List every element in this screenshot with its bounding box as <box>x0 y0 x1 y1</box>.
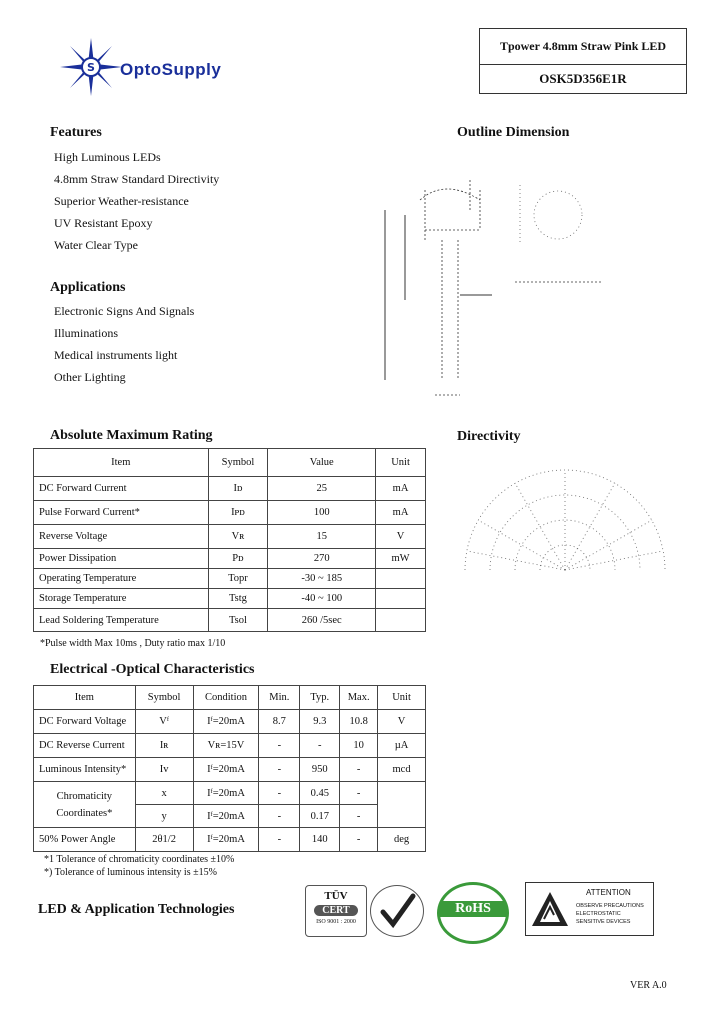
table-row <box>34 477 426 501</box>
cell-unit <box>376 589 426 609</box>
cell-value: 25 <box>268 477 376 501</box>
cell-min: - <box>259 758 300 782</box>
cell-max: - <box>340 782 378 805</box>
attention-title: ATTENTION <box>586 888 631 897</box>
applications-list <box>54 300 194 388</box>
cell-condition: Iᶠ=20mA <box>193 758 259 782</box>
abs-max-table <box>33 448 426 632</box>
header-condition: Condition <box>193 686 259 710</box>
cell-item: Lead Soldering Temperature <box>34 609 209 632</box>
table-row <box>34 710 426 734</box>
cell-symbol: Tstg <box>208 589 268 609</box>
brand-name: OptoSupply <box>120 60 222 79</box>
cell-unit: mcd <box>378 758 426 782</box>
cell-item: DC Reverse Current <box>34 734 136 758</box>
features-list <box>54 146 219 256</box>
chromaticity-label-1: Chromaticity <box>56 790 113 802</box>
cell-item: Luminous Intensity* <box>34 758 136 782</box>
cell-unit: mW <box>376 549 426 569</box>
cell-item: Pulse Forward Current* <box>34 501 209 525</box>
cell-unit: mA <box>376 477 426 501</box>
cell-symbol: Tsol <box>208 609 268 632</box>
cell-typ: 950 <box>300 758 340 782</box>
header-symbol: Symbol <box>135 686 193 710</box>
product-title: Tpower 4.8mm Straw Pink LED <box>480 29 686 65</box>
esd-attention-box <box>525 882 654 936</box>
cell-max: 10 <box>340 734 378 758</box>
cell-value: 260 /5sec <box>268 609 376 632</box>
attention-line: SENSITIVE DEVICES <box>576 919 631 925</box>
eo-note-2: *) Tolerance of luminous intensity is ±15% <box>44 867 217 878</box>
feature-item: 4.8mm Straw Standard Directivity <box>54 172 220 186</box>
header-symbol: Symbol <box>208 449 268 477</box>
feature-item: UV Resistant Epoxy <box>54 216 153 230</box>
cell-value: 270 <box>268 549 376 569</box>
rohs-badge <box>437 882 509 944</box>
cell-condition: Iᶠ=20mA <box>193 710 259 734</box>
cell-symbol: Vᶠ <box>135 710 193 734</box>
cell-typ: 0.45 <box>300 782 340 805</box>
cell-item: Operating Temperature <box>34 569 209 589</box>
rohs-label: RoHS <box>440 901 506 917</box>
feature-item: High Luminous LEDs <box>54 150 161 164</box>
cell-min: - <box>259 828 300 852</box>
cell-condition: Iᶠ=20mA <box>193 805 259 828</box>
abs-max-title: Absolute Maximum Rating <box>50 428 213 443</box>
cell-min: - <box>259 805 300 828</box>
cell-unit: mA <box>376 501 426 525</box>
brand-logo <box>58 36 278 98</box>
cell-unit <box>376 569 426 589</box>
company-name: LED & Application Technologies <box>38 902 235 917</box>
cell-max: - <box>340 758 378 782</box>
version-label: VER A.0 <box>630 980 667 991</box>
header-typ: Typ. <box>300 686 340 710</box>
table-row <box>34 501 426 525</box>
cell-value: 15 <box>268 525 376 549</box>
table-header-row <box>34 686 426 710</box>
iso-label: ISO 9001 : 2000 <box>316 919 356 925</box>
cell-symbol: Iᴅ <box>208 477 268 501</box>
header-value: Value <box>268 449 376 477</box>
table-row <box>34 758 426 782</box>
cell-max: - <box>340 805 378 828</box>
attention-line: ELECTROSTATIC <box>576 911 621 917</box>
feature-item: Water Clear Type <box>54 238 138 252</box>
cell-item: DC Forward Voltage <box>34 710 136 734</box>
table-row <box>34 828 426 852</box>
cell-min: - <box>259 782 300 805</box>
cell-max: 10.8 <box>340 710 378 734</box>
cell-condition: Iᶠ=20mA <box>193 782 259 805</box>
cell-unit: µA <box>378 734 426 758</box>
quality-badge <box>370 885 424 937</box>
directivity-title: Directivity <box>457 429 521 444</box>
cell-typ: 140 <box>300 828 340 852</box>
header-item: Item <box>34 686 136 710</box>
svg-text:S: S <box>87 61 95 74</box>
table-row <box>34 569 426 589</box>
applications-title: Applications <box>50 280 126 295</box>
cell-item: Storage Temperature <box>34 589 209 609</box>
cell-typ: 0.17 <box>300 805 340 828</box>
table-row <box>34 782 426 805</box>
tuv-label: TÜV <box>324 890 348 902</box>
eo-table <box>33 685 426 852</box>
title-box <box>479 28 687 94</box>
header-unit: Unit <box>378 686 426 710</box>
cell-symbol: Iʀ <box>135 734 193 758</box>
eo-note-1: *1 Tolerance of chromaticity coordinates ±10% <box>44 854 235 865</box>
application-item: Medical instruments light <box>54 348 178 362</box>
cell-symbol: Vʀ <box>208 525 268 549</box>
directivity-chart <box>460 465 670 575</box>
header-item: Item <box>34 449 209 477</box>
cell-symbol: Topr <box>208 569 268 589</box>
esd-warning-icon <box>530 889 570 929</box>
chromaticity-label-2: Coordinates* <box>56 807 113 819</box>
cell-item: DC Forward Current <box>34 477 209 501</box>
table-row <box>34 589 426 609</box>
cell-condition: Vʀ=15V <box>193 734 259 758</box>
application-item: Other Lighting <box>54 370 126 384</box>
application-item: Electronic Signs And Signals <box>54 304 195 318</box>
cell-unit <box>376 609 426 632</box>
cell-value: -40 ~ 100 <box>268 589 376 609</box>
cell-item: Power Dissipation <box>34 549 209 569</box>
cell-item <box>34 782 136 828</box>
table-header-row <box>34 449 426 477</box>
checkmark-icon <box>371 886 423 936</box>
cell-symbol: Pᴅ <box>208 549 268 569</box>
abs-max-note: *Pulse width Max 10ms , Duty ratio max 1/10 <box>40 638 226 649</box>
cell-symbol: Iᴘᴅ <box>208 501 268 525</box>
cell-symbol: Iv <box>135 758 193 782</box>
cell-typ: - <box>300 734 340 758</box>
cell-unit: V <box>378 710 426 734</box>
cell-unit <box>378 782 426 828</box>
cell-symbol: x <box>135 782 193 805</box>
cell-unit: deg <box>378 828 426 852</box>
header-unit: Unit <box>376 449 426 477</box>
cell-typ: 9.3 <box>300 710 340 734</box>
eo-title: Electrical -Optical Characteristics <box>50 662 255 677</box>
cell-symbol: y <box>135 805 193 828</box>
header-max: Max. <box>340 686 378 710</box>
attention-line: OBSERVE PRECAUTIONS <box>576 903 644 909</box>
part-number: OSK5D356E1R <box>539 71 627 86</box>
cell-condition: Iᶠ=20mA <box>193 828 259 852</box>
table-row <box>34 525 426 549</box>
cell-value: 100 <box>268 501 376 525</box>
cell-min: - <box>259 734 300 758</box>
star-logo-icon <box>58 36 124 98</box>
cell-symbol: 2θ1/2 <box>135 828 193 852</box>
features-title: Features <box>50 125 102 140</box>
tuv-cert-badge <box>305 885 367 937</box>
feature-item: Superior Weather-resistance <box>54 194 189 208</box>
outline-drawing <box>380 170 610 410</box>
table-row <box>34 734 426 758</box>
table-row <box>34 549 426 569</box>
application-item: Illuminations <box>54 326 118 340</box>
cell-value: -30 ~ 185 <box>268 569 376 589</box>
cert-label: CERT <box>314 905 358 916</box>
header-min: Min. <box>259 686 300 710</box>
cell-item: Reverse Voltage <box>34 525 209 549</box>
cell-item: 50% Power Angle <box>34 828 136 852</box>
cell-max: - <box>340 828 378 852</box>
outline-title: Outline Dimension <box>457 125 570 140</box>
cell-unit: V <box>376 525 426 549</box>
table-row <box>34 609 426 632</box>
cell-min: 8.7 <box>259 710 300 734</box>
